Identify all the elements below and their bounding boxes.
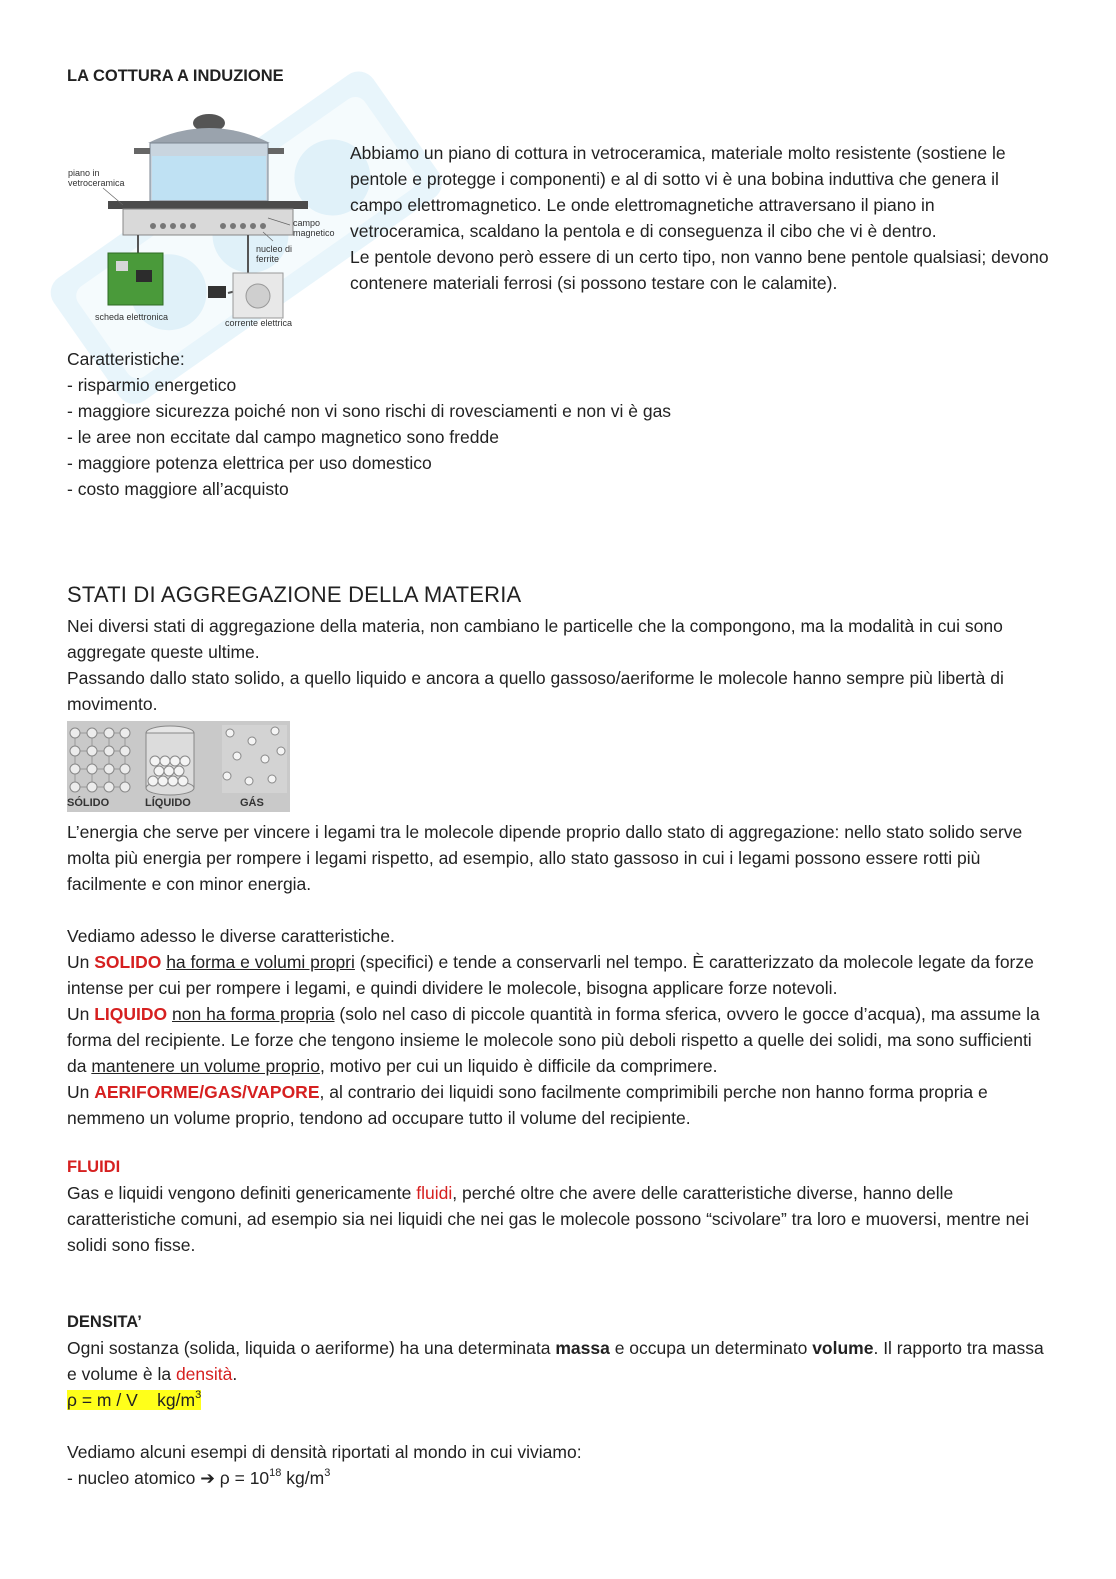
density-formula: ρ = m / V $kg/m^3$ bbox=[67, 1389, 202, 1410]
diagram-label-piano: piano in vetroceramica bbox=[68, 168, 125, 188]
features-title: Caratteristiche: bbox=[67, 349, 185, 369]
feature-item: - maggiore potenza elettrica per uso domestico bbox=[67, 453, 432, 473]
example-nucleus: - nucleo atomico ➔ $\rho = 10^{18}$ $kg/m^3$ bbox=[67, 1467, 331, 1488]
states-intro-1: Nei diversi stati di aggregazione della materia, non cambiano le particelle che la compongono, ma la modalità in cui sono aggregate queste ultime. bbox=[67, 616, 1003, 662]
diagram-label-campo: campo magnetico bbox=[293, 218, 335, 238]
features-block bbox=[67, 346, 1047, 502]
solid-paragraph: Un SOLIDO ha forma e volumi propri (specifici) e tende a conservarli nel tempo. È caratterizzato da molecole legate da forze intense per cui per rompere i legami, e quindi dividere le molecole, bisogna applicare forze notevoli. bbox=[67, 952, 1034, 998]
liquid-term: LIQUIDO bbox=[94, 1004, 168, 1024]
features-list bbox=[67, 372, 1047, 502]
label-liquid: LÍQUIDO bbox=[145, 797, 191, 809]
induction-title: LA COTTURA A INDUZIONE bbox=[67, 67, 284, 85]
liquid-paragraph: Un LIQUIDO non ha forma propria (solo nel caso di piccole quantità in forma sferica, ovvero le gocce d’acqua), ma assume la forma del recipiente. Le forze che tengono insieme le molecole sono più deboli rispetto a quelle dei solidi, ma sono sufficienti da mantenere un volume proprio, motivo per cui un liquido è difficile da comprimere. bbox=[67, 1004, 1040, 1076]
states-title: STATI DI AGGREGAZIONE DELLA MATERIA bbox=[67, 582, 522, 607]
states-intro-2: Passando dallo stato solido, a quello liquido e ancora a quello gassoso/aeriforme le molecole hanno sempre più libertà di movimento. bbox=[67, 668, 1004, 714]
liquid-underlined: non ha forma propria bbox=[172, 1004, 335, 1024]
states-details bbox=[67, 923, 1052, 1131]
feature-item: - maggiore sicurezza poiché non vi sono rischi di rovesciamenti e non vi è gas bbox=[67, 401, 672, 421]
induction-description bbox=[350, 140, 1050, 296]
diagram-label-scheda: scheda elettronica bbox=[95, 312, 169, 322]
feature-item: - le aree non eccitate dal campo magnetico sono fredde bbox=[67, 427, 499, 447]
massa-term: massa bbox=[555, 1338, 610, 1358]
solid-term: SOLIDO bbox=[94, 952, 162, 972]
states-intro bbox=[67, 613, 1047, 717]
density-section bbox=[67, 1309, 1052, 1491]
energy-paragraph: L’energia che serve per vincere i legami tra le molecole dipende proprio dallo stato di aggregazione: nello stato solido serve molta più energia per rompere i legami rispetto, ad esempio, allo stato gassoso in cui i legami possono essere rotti più facilmente e con minor energia. bbox=[67, 822, 1023, 894]
fluids-section bbox=[67, 1154, 1052, 1258]
gas-paragraph: Un AERIFORME/GAS/VAPORE, al contrario dei liquidi sono facilmente comprimibili perche non hanno forma propria e nemmeno un volume proprio, tendono ad occupare tutto il volume del recipiente. bbox=[67, 1082, 988, 1128]
liquid-underlined-2: mantenere un volume proprio bbox=[91, 1056, 320, 1076]
fluids-term: fluidi bbox=[416, 1183, 453, 1203]
density-paragraph: Ogni sostanza (solida, liquida o aeriforme) ha una determinata massa e occupa un determinato volume. Il rapporto tra massa e volume è la densità. bbox=[67, 1338, 1044, 1384]
diagram-label-corrente: corrente elettrica bbox=[225, 318, 293, 328]
density-title: DENSITA’ bbox=[67, 1313, 142, 1331]
fluids-paragraph: Gas e liquidi vengono definiti genericamente fluidi, perché oltre che avere delle caratteristiche diverse, hanno delle caratteristiche comuni, ad esempio sia nei liquidi che nei gas le molecole possono “scivolare” tra loro e muoversi, mentre nei solidi sono fisse. bbox=[67, 1183, 1029, 1255]
induction-paragraph-1: Abbiamo un piano di cottura in vetroceramica, materiale molto resistente (sostiene le pentole e protegge i componenti) e al di sotto vi è una bobina induttiva che genera il campo elettromagnetico. Le onde elettromagnetiche attraversano il piano in vetroceramica, scaldano la pentola e di conseguenza il cibo che vi è dentro. bbox=[350, 143, 1006, 241]
see-line: Vediamo adesso le diverse caratteristiche. bbox=[67, 926, 395, 946]
induction-paragraph-2: Le pentole devono però essere di un certo tipo, non vanno bene pentole qualsiasi; devono contenere materiali ferrosi (si possono testare con le calamite). bbox=[350, 247, 1049, 293]
fluids-title: FLUIDI bbox=[67, 1158, 121, 1176]
diagram-label-nucleo: nucleo di ferrite bbox=[256, 244, 293, 264]
volume-term: volume bbox=[812, 1338, 874, 1358]
label-solid: SÓLIDO bbox=[67, 797, 110, 809]
solid-underlined: ha forma e volumi propri bbox=[166, 952, 355, 972]
label-gas: GÁS bbox=[240, 797, 264, 809]
arrow-icon: ➔ bbox=[200, 1468, 215, 1488]
density-term: densità bbox=[175, 1364, 233, 1384]
gas-term: AERIFORME/GAS/VAPORE bbox=[94, 1082, 320, 1102]
examples-intro: Vediamo alcuni esempi di densità riportati al mondo in cui viviamo: bbox=[67, 1442, 582, 1462]
feature-item: - costo maggiore all’acquisto bbox=[67, 479, 289, 499]
feature-item: - risparmio energetico bbox=[67, 375, 237, 395]
